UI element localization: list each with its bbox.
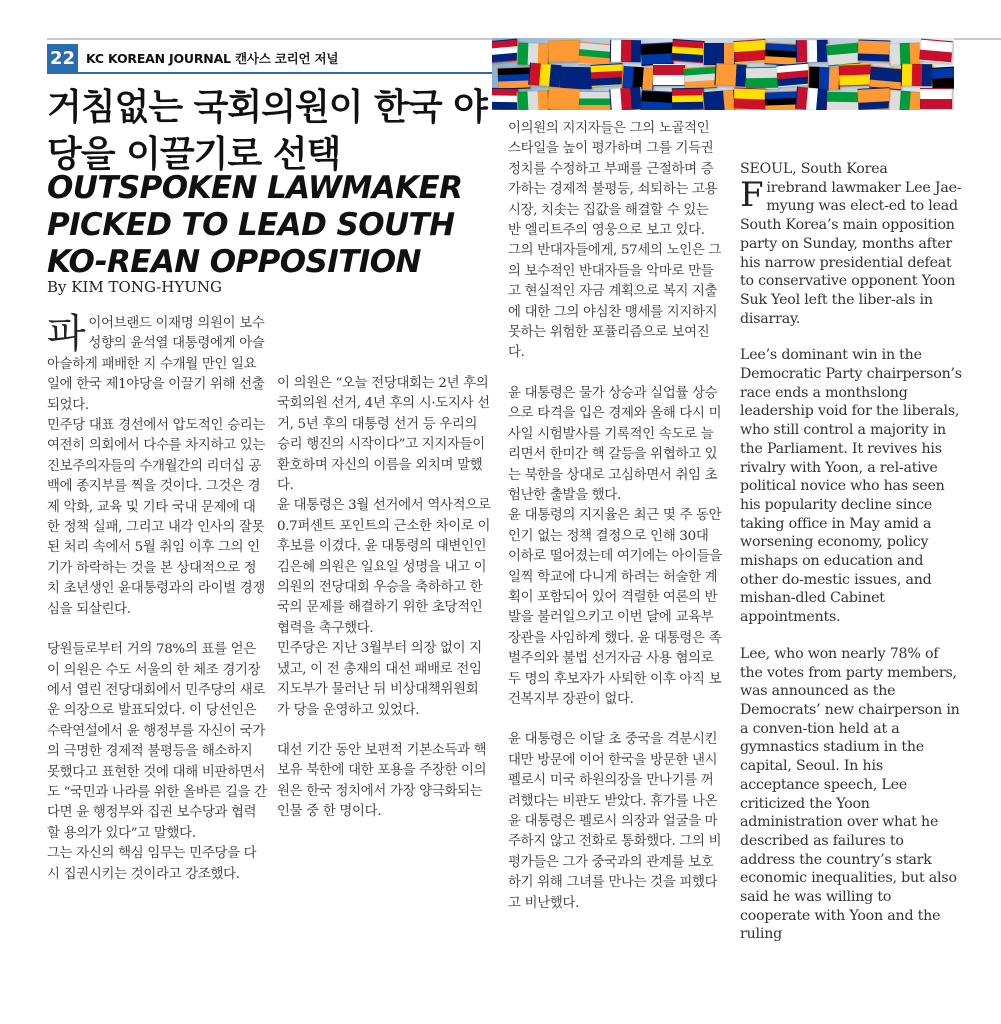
headline-korean: 거침없는 국회의원이 한국 야당을 이끌기로 선택 <box>47 87 487 175</box>
headline-english: OUTSPOKEN LAWMAKER PICKED TO LEAD SOUTH KO-REAN OPPOSITION <box>47 170 463 280</box>
korean-paragraph-2: 민주당 대표 경선에서 압도적인 승리는 여전히 의회에서 다수를 차지하고 있는 진보주의자들의 수개월간의 리더십 공백에 종지부를 찍을 것이다. 그것은 경제 악화, 교육 및 기타 국내 문제에 대한 정책 실패, 그리고 내각 인사의 잘못된 처리 속에서 5월 취임 이후 그의 인기가 하락하는 것을 본 상대적으로 정치 초년생인 윤대통령과의 라이벌 경쟁심을 되살린다. <box>47 418 265 617</box>
korean-dropcap: 파 <box>47 311 86 357</box>
flag-icon <box>610 40 642 63</box>
flag-icon <box>734 87 767 110</box>
flag-icon <box>889 42 922 65</box>
korean-paragraph-11: 윤 대통령은 물가 상승과 실업률 상승으로 타격을 입은 경제와 올해 다시 미사일 시험발사를 기록적인 속도로 늘리면서 한미간 핵 갈등을 위협하고 있는 북한을 상대로 고심하면서 취임 초 험난한 출발을 했다. <box>508 385 722 503</box>
english-paragraph-2: Lee’s dominant win in the Democratic Party chairperson’s race ends a monthslong leadership void for the liberals, who still control a majority in the Parliament. It revives his rivalry with Yoon, a rel-ative political novice who has seen his popularity decline since taking office in May amid a worsening economy, policy mishaps on education and other do-mestic issues, and mishan-dled Cabinet appointments. <box>740 347 962 626</box>
flag-icon <box>579 91 611 110</box>
english-paragraph-1: Firebrand lawmaker Lee Jae-myung was elect-ed to lead South Korea’s main opposition party on Sunday, months after his narrow presidential defeat to conservative opponent Yoon Suk Yeol left the liber-als in disarray. <box>740 174 962 327</box>
flag-icon <box>590 63 623 87</box>
english-column <box>740 160 962 944</box>
flag-icon <box>516 90 549 110</box>
flag-icon <box>703 43 735 65</box>
byline: By KIM TONG-HYUNG <box>47 278 223 296</box>
flag-icon <box>640 42 673 66</box>
publication-name: KC KOREAN JOURNAL 캔사스 코리언 저널 <box>86 51 339 66</box>
flag-icon <box>528 63 562 88</box>
dateline: SEOUL, South Korea <box>740 161 888 177</box>
flag-icon <box>714 63 747 87</box>
flag-icon <box>826 42 860 67</box>
korean-paragraph-6: 윤 대통령은 3월 선거에서 역사적으로 0.7퍼센트 포인트의 근소한 차이로 이 후보를 이겼다. 윤 대통령의 대변인인 김은혜 의원은 일요일 성명을 내고 이 의원의 전당대회 우승을 축하하고 한국의 문제를 해결하기 위한 초당적인 협력을 촉구했다. <box>277 498 491 636</box>
flag-icon <box>931 66 954 90</box>
flag-icon <box>560 67 592 90</box>
flag-icon <box>857 87 890 110</box>
korean-paragraph-10: 그의 반대자들에게, 57세의 노인은 그의 보수적인 반대자들을 악마로 만들고 현실적인 자금 계획으로 복지 지출에 대한 그의 야심찬 맹세를 지지하지 못하는 위험한 포퓰리즘으로 보여진다. <box>508 243 722 361</box>
korean-paragraph-3: 당원들로부터 거의 78%의 표를 얻은 이 의원은 수도 서울의 한 체조 경기장에서 열린 전당대회에서 민주당의 새로운 의장으로 발표되었다. 이 당선인은 수락연설에서 윤 행정부를 자신이 국가의 극명한 경제적 불평등을 해소하지 못했다고 표현한 것에 대해 비판하면서도 “국민과 나라를 위한 올바른 길을 간다면 윤 행정부와 집권 보수당과 협력할 용의가 있다”고 말했다. <box>47 642 267 841</box>
flag-icon <box>653 64 685 86</box>
flag-icon <box>920 88 952 110</box>
korean-column-1 <box>47 311 267 885</box>
flags-banner-image <box>492 38 954 110</box>
korean-column-3 <box>508 119 723 914</box>
header-rule <box>47 72 492 74</box>
korean-paragraph-5: 이 의원은 “오늘 전당대회는 2년 후의 국회의원 선거, 4년 후의 시·도지사 선거, 5년 후의 대통령 선거 등 우리의 승리 행진의 시작이다”고 지지자들이 환호하며 자신의 이름을 외치며 말했다. <box>277 376 490 494</box>
page-header <box>47 43 338 73</box>
flag-icon <box>764 42 797 66</box>
flag-icon <box>746 67 778 90</box>
flag-icon <box>702 90 736 110</box>
english-paragraph-3: Lee, who won nearly 78% of the votes from party members, was announced as the Democrats’ new chairperson in a conven-tion held at a gymnastics stadium in the capital, Seoul. In his acceptance speech, Lee criticized the Yoon administration over what he described as failures to address the country’s stark economic inequalities, but also said he was willing to cooperate with Yoon and the ruling <box>740 645 960 943</box>
flag-icon <box>888 90 921 110</box>
flag-icon <box>776 63 810 88</box>
flag-icon <box>795 87 829 110</box>
flag-icon <box>901 64 933 87</box>
flag-icon <box>578 42 612 67</box>
flag-icon <box>492 88 518 110</box>
korean-paragraph-12: 윤 대통령의 지지율은 최근 몇 주 동안 인기 없는 정책 결정으로 인해 30대 이하로 떨어졌는데 여기에는 아이들을 일찍 학교에 다니게 하려는 허술한 계획이 포함되어 있어 격렬한 여론의 반발을 불러일으키고 이번 달에 교육부 장관을 사임하게 했다. 윤 대통령은 족벌주의와 불법 선거자금 사용 혐의로 두 명의 후보자가 사퇴한 이후 아직 보건복지부 장관이 없다. <box>508 508 723 707</box>
korean-paragraph-8: 대선 기간 동안 보편적 기본소득과 핵보유 북한에 대한 포용을 주장한 이의원은 한국 정치에서 가장 양극화되는 인물 중 한 명이다. <box>277 742 487 820</box>
flag-icon <box>808 66 841 89</box>
page-number: 22 <box>47 44 78 72</box>
korean-paragraph-9: 이의원의 지지자들은 그의 노골적인 스타일을 높이 평가하며 그를 기득권 정치를 수정하고 부패를 근절하며 증가하는 경제적 불평등, 쇠퇴하는 고용시장, 치솟는 집값을 해결할 수 있는 반 엘리트주의 영웅으로 보고 있다. <box>508 121 718 239</box>
korean-paragraph-13: 윤 대통령은 이달 초 중국을 격분시킨 대만 방문에 이어 한국을 방문한 낸시 펠로시 미국 하원의장을 만나기를 꺼려했다는 비판도 받았다. 휴가를 나온 윤 대통령은 펠로시 의장과 얼굴을 마주하지 않고 전화로 통화했다. 그의 비평가들은 그가 중국과의 관계를 보호하기 위해 그녀를 만나는 것을 피했다고 비난했다. <box>508 732 722 911</box>
flag-icon <box>796 40 828 63</box>
english-dropcap: F <box>740 174 764 215</box>
korean-paragraph-7: 민주당은 지난 3월부터 의장 없이 지냈고, 이 전 총재의 대선 패배로 전임 지도부가 물러난 뒤 비상대책위원회가 당을 운영하고 있었다. <box>277 641 482 718</box>
korean-column-2 <box>277 314 491 823</box>
flag-icon <box>672 88 704 110</box>
flag-icon <box>548 39 581 62</box>
flag-icon <box>919 39 953 64</box>
flag-icon <box>492 39 519 64</box>
flag-icon <box>683 66 716 90</box>
flag-icon <box>547 87 580 110</box>
flag-icon <box>827 91 859 110</box>
korean-paragraph-4: 그는 자신의 핵심 임무는 민주당을 다시 집권시키는 것이라고 강조했다. <box>47 846 257 882</box>
flag-icon <box>671 39 704 63</box>
flag-icon <box>498 66 531 89</box>
flag-icon <box>858 39 891 62</box>
korean-paragraph-1: 파이어브랜드 이재명 의원이 보수 성향의 윤석열 대통령에게 아슬아슬하게 패배한 지 수개월 만인 일요일에 한국 제1야당을 이끌기 위해 선출되었다. <box>47 311 265 413</box>
flag-icon <box>640 90 673 110</box>
flag-icon <box>609 87 642 110</box>
flag-icon <box>733 39 766 63</box>
flag-icon <box>765 90 798 110</box>
flag-icon <box>839 63 872 86</box>
